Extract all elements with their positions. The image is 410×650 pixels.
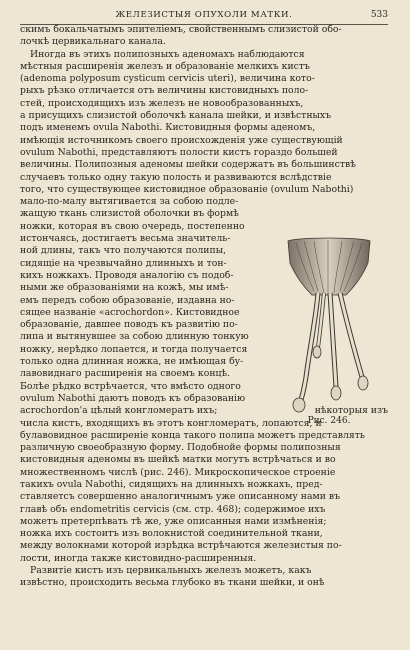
text-segment: acrochordon'a цѣлый конгломератъ ихъ; bbox=[20, 405, 218, 417]
paragraph-1 bbox=[20, 24, 388, 49]
text-line: кистовидныя аденомы въ шейкѣ матки могутъ встрѣчаться и во bbox=[20, 454, 336, 466]
text-line: Развитiе кистъ изъ цервикальныхъ железъ можетъ, какъ bbox=[30, 565, 312, 577]
text-line: рыхъ рѣзко отличается отъ величины кистовидныхъ поло- bbox=[20, 85, 309, 97]
cervical-polyp-illustration bbox=[270, 237, 388, 413]
text-line: подъ именемъ ovula Nabothi. Кистовидныя формы аденомъ, bbox=[20, 122, 316, 134]
page-number: 533 bbox=[370, 10, 388, 20]
text-line: емъ передъ собою образованiе, издавна но- bbox=[20, 294, 235, 306]
text-line: образованiе, давшее поводъ къ развитiю по- bbox=[20, 319, 238, 331]
text-line: стей, происходящихъ изъ железъ не новообразованныхъ, bbox=[20, 97, 304, 109]
text-line: ножка ихъ состоитъ изъ волокнистой соединительной ткани, bbox=[20, 528, 323, 540]
text-line: можетъ претерпѣвать тѣ же, уже описанныя нами измѣненiя; bbox=[20, 515, 327, 527]
figure-caption: Рис. 246. bbox=[307, 416, 351, 426]
text-line: ovulum Nabothi даютъ поводъ къ образованiю bbox=[20, 392, 246, 404]
text-line: кихъ ножкахъ. Проводя аналогiю съ подоб- bbox=[20, 269, 234, 281]
text-line: жащую ткань слизистой оболочки въ формѣ bbox=[20, 208, 239, 220]
text-line: множественномъ числѣ (рис. 246). Микроскопическое строенiе bbox=[20, 466, 336, 478]
text-line: ovulum Nabothi, представляютъ полости кистъ гораздо большей bbox=[20, 146, 338, 158]
text-line: истончаясь, достигаетъ весьма значитель- bbox=[20, 233, 231, 245]
text-segment: нѣкоторыя изъ bbox=[314, 405, 388, 417]
text-line: ной длины, такъ что получаются полипы, bbox=[20, 245, 227, 257]
text-line: лавовиднаго расширенiя на своемъ концѣ. bbox=[20, 368, 231, 380]
text-line: скимъ бокальчатымъ эпителiемъ, свойственнымъ слизистой обо- bbox=[20, 24, 342, 35]
figure-246-illustration bbox=[270, 237, 388, 427]
header-title: ЖЕЛЕЗИСТЫЯ ОПУХОЛИ МАТКИ. bbox=[115, 10, 293, 20]
text-line: мѣстныя расширенiя железъ и образованiе мелкихъ кистъ bbox=[20, 60, 310, 72]
text-line: числа кистъ, входящихъ въ этотъ конгломератъ, лопаются, и bbox=[20, 417, 322, 429]
text-line: извѣстно, происходить весьма глубоко въ ткани шейки, и онѣ bbox=[20, 577, 325, 589]
text-line: такихъ ovula Nabothi, сидящихъ на длинныхъ ножкахъ, пред- bbox=[20, 478, 323, 490]
text-line: только одна длинная ножка, не имѣющая бу- bbox=[20, 356, 244, 368]
text-line: сящее названiе «acrochordon». Кистовидное bbox=[20, 306, 240, 318]
text-line: случаевъ только одну такую полость и развиваются вслѣдствiе bbox=[20, 171, 332, 183]
running-header bbox=[20, 10, 388, 25]
paragraph-3 bbox=[20, 565, 388, 590]
text-line: сидящiе на чрезвычайно длинныхъ и тон- bbox=[20, 257, 227, 269]
text-line: ножку, нерѣдко лопается, и тогда получается bbox=[20, 343, 248, 355]
text-line: между волокнами которой изрѣдка встрѣчаются железистыя по- bbox=[20, 540, 342, 552]
text-line: величины. Полипозныя аденомы шейки содержатъ въ большинствѣ bbox=[20, 159, 356, 171]
text-line: имѣющiя источникомъ своего происхожденiя уже существующiй bbox=[20, 134, 343, 146]
text-line: Болѣе рѣдко встрѣчается, что вмѣсто одного bbox=[20, 380, 241, 392]
text-line: липа и вытянувшее за собою длинную тонкую bbox=[20, 331, 249, 343]
text-line: ставляетсъ совершенно аналогичнымъ уже описанному нами въ bbox=[20, 491, 341, 503]
text-line: ножки, которая въ свою очередь, постепенно bbox=[20, 220, 245, 232]
text-line: мало-по-малу вытягивается за собою подле- bbox=[20, 196, 239, 208]
text-line: Иногда въ этихъ полипозныхъ аденомахъ наблюдаются bbox=[30, 48, 305, 60]
text-line: лости, иногда также кистовидно-расширенныя. bbox=[20, 552, 257, 564]
text-line: различную своеобразную форму. Подобнойе формы полипозныя bbox=[20, 442, 341, 454]
text-line: того, что существующее кистовидное образованiе (ovulum Nabothi) bbox=[20, 183, 354, 195]
text-line: (adenoma polyposum cysticum cervicis uteri), величина кото- bbox=[20, 73, 315, 85]
text-line: булавовидное расширенiе конца такого полипа можетъ представлять bbox=[20, 429, 365, 441]
text-line: ными же образованiями на кожѣ, мы имѣ- bbox=[20, 282, 229, 294]
text-line: главѣ объ endometritis cervicis (см. стр. 468); содержимое ихъ bbox=[20, 503, 326, 515]
text-line: лочкѣ цервикальнаго канала. bbox=[20, 36, 166, 48]
text-line: а присущихъ слизистой оболочкѣ канала шейки, и извѣстныхъ bbox=[20, 110, 332, 122]
